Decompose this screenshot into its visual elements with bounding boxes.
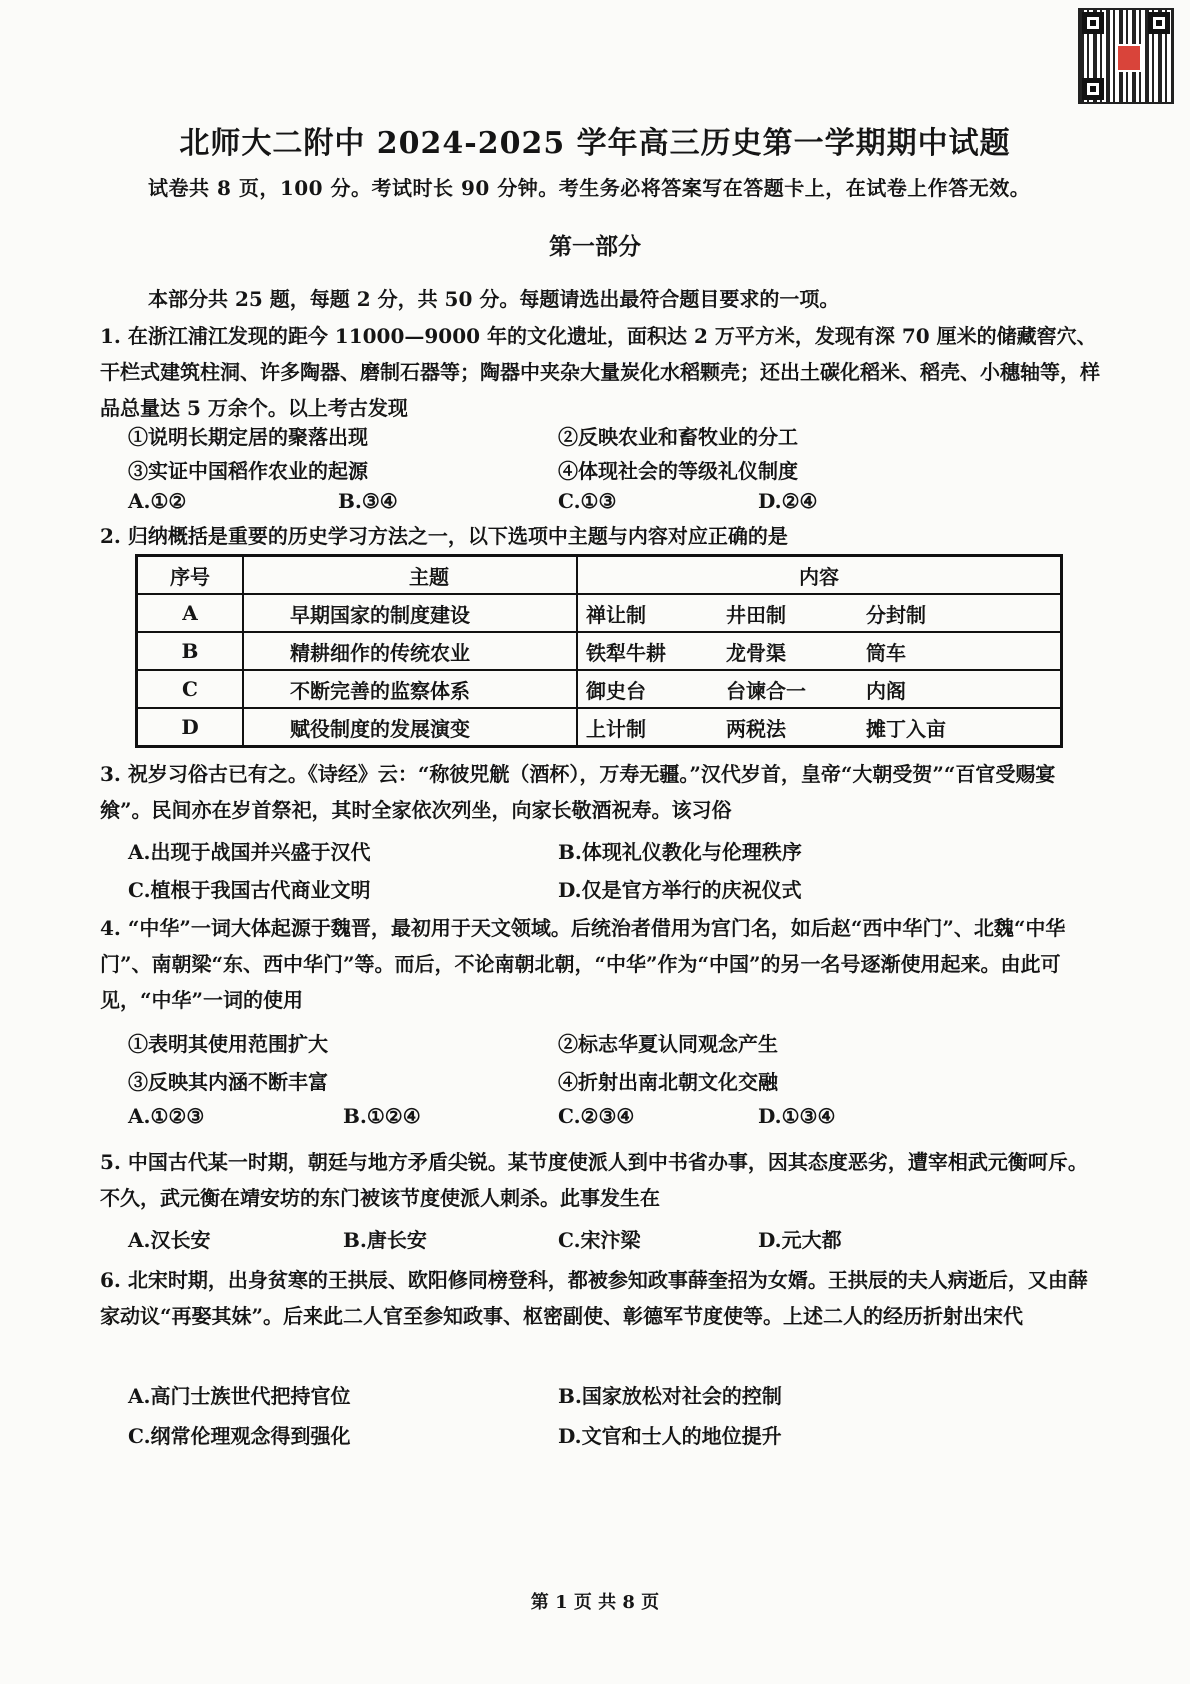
- question-stem: 5. 中国古代某一时期，朝廷与地方矛盾尖锐。某节度使派人到中书省办事，因其态度恶劣，遭宰相武元衡呵斥。不久，武元衡在靖安坊的东门被该节度使派人刺杀。此事发生在: [100, 1150, 1088, 1210]
- choice-d[interactable]: D.元大都: [758, 1228, 842, 1252]
- statement-item: ③实证中国稻作农业的起源: [128, 459, 368, 483]
- row-content: [577, 708, 1062, 747]
- qr-finder-icon: [1148, 12, 1170, 34]
- qr-logo-icon: [1116, 44, 1142, 72]
- statement-item: ①表明其使用范围扩大: [128, 1032, 328, 1056]
- choice-c[interactable]: C.纲常伦理观念得到强化: [128, 1424, 351, 1448]
- statement-item: ④体现社会的等级礼仪制度: [558, 459, 798, 483]
- table-row: [137, 708, 1062, 747]
- question-5: [100, 1144, 1100, 1216]
- content-cell: 禅让制: [586, 602, 646, 627]
- exam-title: 北师大二附中 2024-2025 学年高三历史第一学期期中试题: [179, 126, 1011, 161]
- question-stem: 6. 北宋时期，出身贫寒的王拱辰、欧阳修同榜登科，都被参知政事薛奎招为女婿。王拱辰的夫人病逝后，又由薛家动议“再娶其妹”。后来此二人官至参知政事、枢密副使、彰德军节度使等。上述二人的经历折射出宋代: [100, 1268, 1088, 1328]
- content-cell: 铁犁牛耕: [586, 640, 666, 665]
- choice-b[interactable]: B.国家放松对社会的控制: [558, 1384, 782, 1408]
- column-header: 内容: [577, 556, 1062, 595]
- choice-c[interactable]: C.宋汴梁: [558, 1228, 641, 1252]
- statement-item: ③反映其内涵不断丰富: [128, 1070, 328, 1094]
- content-cell: 摊丁入亩: [866, 716, 946, 741]
- part-heading: 第一部分: [549, 233, 641, 260]
- table-header-row: [137, 556, 1062, 595]
- row-index: D: [137, 708, 244, 747]
- row-content: [577, 632, 1062, 670]
- question-stem: 2. 归纳概括是重要的历史学习方法之一，以下选项中主题与内容对应正确的是: [100, 524, 788, 548]
- choice-d[interactable]: D.文官和士人的地位提升: [558, 1424, 782, 1448]
- choice-c[interactable]: C.植根于我国古代商业文明: [128, 878, 371, 902]
- row-index: C: [137, 670, 244, 708]
- exam-instructions: 试卷共 8 页，100 分。考试时长 90 分钟。考生务必将答案写在答题卡上，在试卷上作答无效。: [148, 176, 1031, 200]
- content-cell: 分封制: [866, 602, 926, 627]
- choice-b[interactable]: B.③④: [338, 489, 398, 513]
- row-index: B: [137, 632, 244, 670]
- qr-finder-icon: [1082, 12, 1104, 34]
- q2-table: [135, 554, 1063, 748]
- question-stem: 1. 在浙江浦江发现的距今 11000—9000 年的文化遗址，面积达 2 万平方米，发现有深 70 厘米的储藏窖穴、干栏式建筑柱洞、许多陶器、磨制石器等；陶器中夹杂大量炭化水稻颗壳；还出土碳化稻米、稻壳、小穗轴等，样品总量达 5 万余个。以上考古发现: [100, 324, 1100, 420]
- row-topic: 赋役制度的发展演变: [243, 708, 577, 747]
- qr-code-icon: [1078, 8, 1174, 104]
- choice-a[interactable]: A.①②: [128, 489, 187, 513]
- content-cell: 龙骨渠: [726, 640, 786, 665]
- page-number: 第 1 页 共 8 页: [530, 1592, 660, 1613]
- question-2: [100, 518, 1100, 554]
- content-cell: 井田制: [726, 602, 786, 627]
- choice-d[interactable]: D.②④: [758, 489, 818, 513]
- choice-c[interactable]: C.②③④: [558, 1104, 635, 1128]
- content-cell: 台谏合一: [726, 678, 806, 703]
- content-cell: 上计制: [586, 716, 646, 741]
- question-4: [100, 910, 1100, 1018]
- choice-b[interactable]: B.唐长安: [343, 1228, 427, 1252]
- question-stem: 3. 祝岁习俗古已有之。《诗经》云：“称彼兕觥（酒杯），万寿无疆。”汉代岁首，皇帝“大朝受贺”“百官受赐宴飨”。民间亦在岁首祭祀，其时全家依次列坐，向家长敬酒祝寿。该习俗: [100, 762, 1056, 822]
- qr-finder-icon: [1082, 78, 1104, 100]
- choice-a[interactable]: A.①②③: [128, 1104, 205, 1128]
- choice-d[interactable]: D.①③④: [758, 1104, 836, 1128]
- table-row: [137, 670, 1062, 708]
- content-cell: 两税法: [726, 716, 786, 741]
- statement-item: ①说明长期定居的聚落出现: [128, 425, 368, 449]
- choice-b[interactable]: B.体现礼仪教化与伦理秩序: [558, 840, 802, 864]
- question-1: [100, 318, 1100, 426]
- row-content: [577, 594, 1062, 632]
- question-6: [100, 1262, 1100, 1334]
- row-content: [577, 670, 1062, 708]
- table-row: [137, 594, 1062, 632]
- row-index: A: [137, 594, 244, 632]
- choice-a[interactable]: A.汉长安: [128, 1228, 211, 1252]
- content-cell: 筒车: [866, 640, 906, 665]
- content-cell: 御史台: [586, 678, 646, 703]
- statement-item: ④折射出南北朝文化交融: [558, 1070, 778, 1094]
- part-intro: 本部分共 25 题，每题 2 分，共 50 分。每题请选出最符合题目要求的一项。: [148, 287, 840, 311]
- choice-c[interactable]: C.①③: [558, 489, 617, 513]
- row-topic: 精耕细作的传统农业: [243, 632, 577, 670]
- column-header: 主题: [243, 556, 577, 595]
- question-3: [100, 756, 1100, 828]
- content-cell: 内阁: [866, 678, 906, 703]
- statement-item: ②标志华夏认同观念产生: [558, 1032, 778, 1056]
- choice-d[interactable]: D.仅是官方举行的庆祝仪式: [558, 878, 802, 902]
- row-topic: 不断完善的监察体系: [243, 670, 577, 708]
- choice-a[interactable]: A.高门士族世代把持官位: [128, 1384, 351, 1408]
- question-stem: 4. “中华”一词大体起源于魏晋，最初用于天文领域。后统治者借用为宫门名，如后赵“西中华门”、北魏“中华门”、南朝梁“东、西中华门”等。而后，不论南朝北朝，“中华”作为“中国”的另一名号逐渐使用起来。由此可见，“中华”一词的使用: [100, 916, 1066, 1012]
- row-topic: 早期国家的制度建设: [243, 594, 577, 632]
- choice-b[interactable]: B.①②④: [343, 1104, 421, 1128]
- column-header: 序号: [137, 556, 244, 595]
- table-row: [137, 632, 1062, 670]
- choice-a[interactable]: A.出现于战国并兴盛于汉代: [128, 840, 371, 864]
- statement-item: ②反映农业和畜牧业的分工: [558, 425, 798, 449]
